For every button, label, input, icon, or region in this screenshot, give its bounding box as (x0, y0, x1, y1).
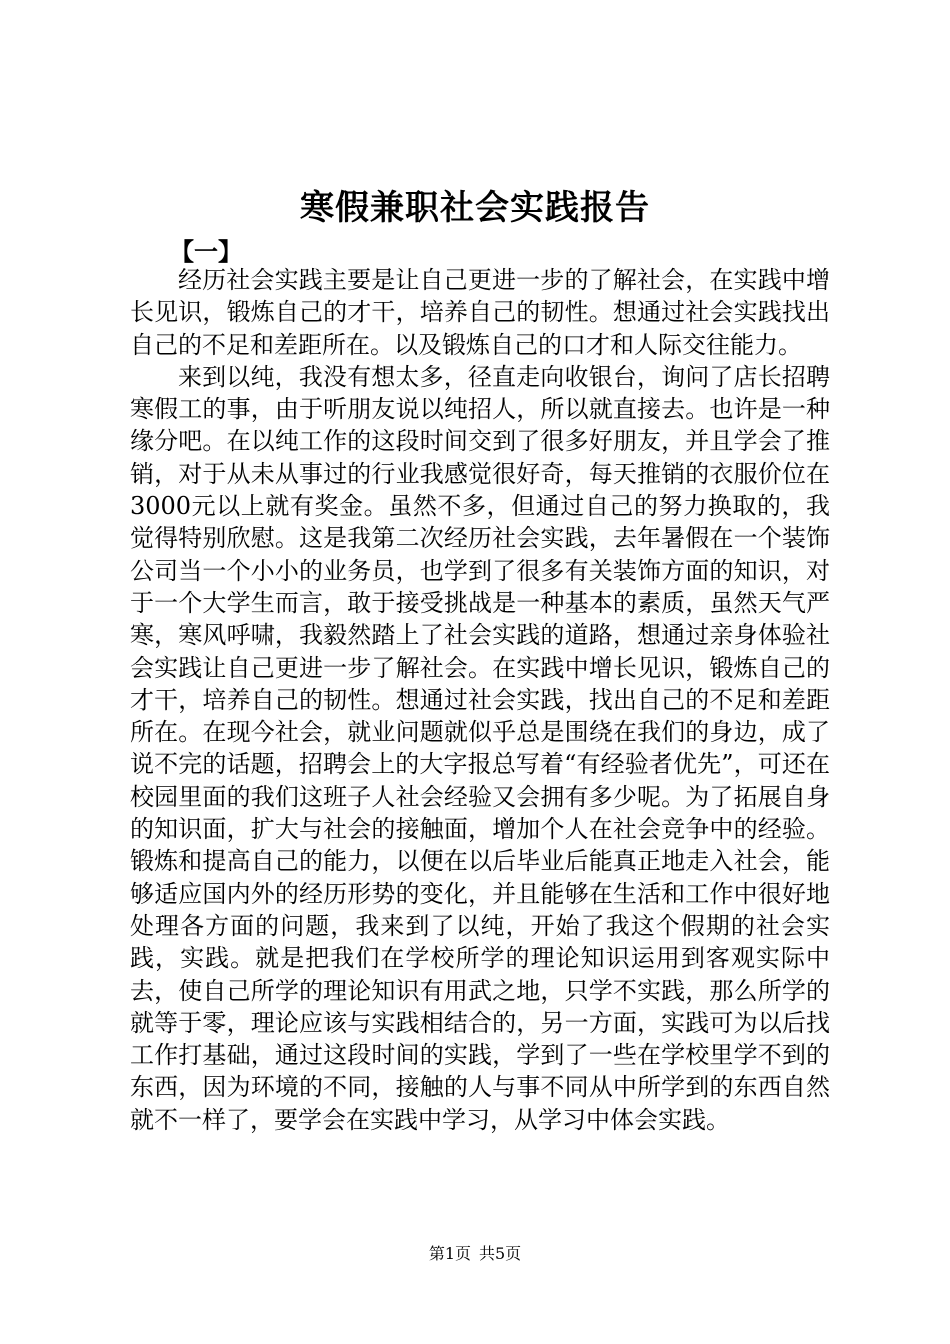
page-number-total: 共5页 (479, 1244, 522, 1263)
section-label: 【一】 (170, 237, 242, 266)
page-footer (0, 1243, 950, 1265)
paragraph-1: 经历社会实践主要是让自己更进一步的了解社会，在实践中增长见识，锻炼自己的才干，培养自己的韧性。想通过社会实践找出自己的不足和差距所在。以及锻炼自己的口才和人际交往能力。 (130, 266, 830, 359)
document-title: 寒假兼职社会实践报告 (300, 188, 650, 228)
page-number-current: 第1页 (428, 1244, 471, 1263)
document-body (130, 264, 830, 1136)
paragraph-2: 来到以纯，我没有想太多，径直走向收银台，询问了店长招聘寒假工的事，由于听朋友说以纯招人，所以就直接去。也许是一种缘分吧。在以纯工作的这段时间交到了很多好朋友，并且学会了推销，对于从未从事过的行业我感觉很好奇，每天推销的衣服价位在3000元以上就有奖金。虽然不多，但通过自己的努力换取的，我觉得特别欣慰。这是我第二次经历社会实践，去年暑假在一个装饰公司当一个小小的业务员，也学到了很多有关装饰方面的知识，对于一个大学生而言，敢于接受挑战是一种基本的素质，虽然天气严寒，寒风呼啸，我毅然踏上了社会实践的道路，想通过亲身体验社会实践让自己更进一步了解社会。在实践中增长见识，锻炼自己的才干，培养自己的韧性。想通过社会实践，找出自己的不足和差距所在。在现今社会，就业问题就似乎总是围绕在我们的身边，成了说不完的话题，招聘会上的大字报总写着“有经验者优先”，可还在校园里面的我们这班子人社会经验又会拥有多少呢。为了拓展自身的知识面，扩大与社会的接触面，增加个人在社会竞争中的经验。锻炼和提高自己的能力，以便在以后毕业后能真正地走入社会，能够适应国内外的经历形势的变化，并且能够在生活和工作中很好地处理各方面的问题，我来到了以纯，开始了我这个假期的社会实践，实践。就是把我们在学校所学的理论知识运用到客观实际中去，使自己所学的理论知识有用武之地，只学不实践，那么所学的就等于零，理论应该与实践相结合的，另一方面，实践可为以后找工作打基础，通过这段时间的实践，学到了一些在学校里学不到的东西，因为环境的不同，接触的人与事不同从中所学到的东西自然就不一样了，要学会在实践中学习，从学习中体会实践。 (130, 362, 830, 1134)
